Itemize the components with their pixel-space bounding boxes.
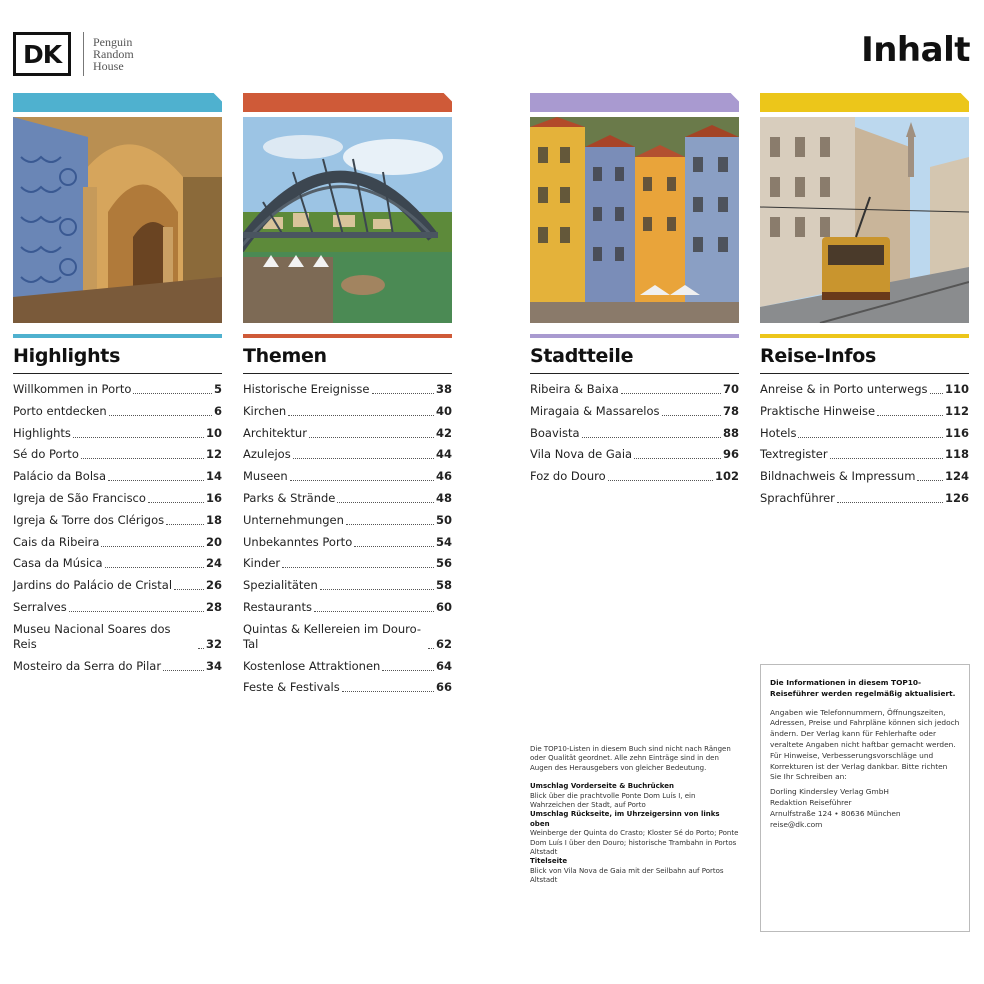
column-heading: Stadtteile bbox=[530, 345, 634, 367]
toc-entry bbox=[13, 578, 222, 593]
toc-entry bbox=[243, 447, 452, 462]
color-rule bbox=[530, 334, 739, 338]
dot-leader bbox=[354, 546, 434, 547]
toc-entry-page: 12 bbox=[205, 447, 222, 462]
dot-leader bbox=[634, 458, 721, 459]
dot-leader bbox=[288, 415, 434, 416]
toc-entry bbox=[760, 404, 969, 419]
toc-entry-page: 5 bbox=[213, 382, 222, 396]
dot-leader bbox=[662, 415, 721, 416]
toc-entry bbox=[530, 382, 739, 397]
toc-entry-title: Cais da Ribeira bbox=[13, 534, 100, 549]
toc-entry bbox=[243, 556, 452, 571]
cover-back-heading: Umschlag Rückseite, im Uhrzeigersinn von links oben bbox=[530, 810, 720, 828]
toc-entry bbox=[13, 404, 222, 419]
toc-entry-title: Museen bbox=[243, 469, 288, 484]
page-title: Inhalt bbox=[861, 30, 970, 70]
toc-entry bbox=[760, 447, 969, 462]
dot-leader bbox=[290, 480, 434, 481]
publisher-name bbox=[93, 36, 134, 72]
toc-entry-page: 124 bbox=[944, 469, 969, 484]
toc-entry bbox=[760, 426, 969, 441]
dot-leader bbox=[73, 437, 204, 438]
toc-entry bbox=[760, 469, 969, 484]
dot-leader bbox=[105, 567, 204, 568]
toc-entry-page: 32 bbox=[205, 636, 222, 651]
color-rule bbox=[243, 334, 452, 338]
toc-list bbox=[13, 382, 222, 674]
toc-entry-title: Sé do Porto bbox=[13, 447, 79, 462]
toc-entry bbox=[243, 426, 452, 441]
toc-entry-title: Unternehmungen bbox=[243, 512, 344, 527]
publisher-line: House bbox=[93, 59, 124, 73]
publisher-line: Random bbox=[93, 47, 134, 61]
dot-leader bbox=[81, 458, 204, 459]
toc-entry bbox=[530, 404, 739, 419]
toc-entry bbox=[760, 491, 969, 506]
toc-entry-title: Jardins do Palácio de Cristal bbox=[13, 578, 173, 593]
toc-entry bbox=[243, 680, 452, 695]
toc-entry-title: Sprachführer bbox=[760, 490, 835, 505]
column-themen bbox=[243, 93, 452, 702]
toc-entry-title: Feste & Festivals bbox=[243, 680, 340, 695]
toc-entry-title: Casa da Música bbox=[13, 556, 103, 571]
credits-small-print bbox=[530, 745, 740, 886]
toc-entry-page: 126 bbox=[944, 490, 969, 505]
toc-entry-title: Kirchen bbox=[243, 403, 287, 418]
toc-entry-page: 88 bbox=[722, 425, 739, 440]
dot-leader bbox=[166, 524, 204, 525]
toc-entry-title: Porto entdecken bbox=[13, 403, 107, 418]
toc-entry bbox=[13, 600, 222, 615]
toc-entry-title: Spezialitäten bbox=[243, 578, 318, 593]
dot-leader bbox=[293, 458, 434, 459]
toc-entry-page: 50 bbox=[435, 512, 452, 527]
divider bbox=[530, 373, 739, 374]
title-page-heading: Titelseite bbox=[530, 857, 568, 866]
toc-entry-page: 20 bbox=[205, 534, 222, 549]
toc-entry-title: Hotels bbox=[760, 425, 797, 440]
toc-entry-page: 46 bbox=[435, 469, 452, 484]
color-rule bbox=[760, 334, 969, 338]
dot-leader bbox=[163, 670, 204, 671]
toc-entry bbox=[13, 491, 222, 506]
toc-list bbox=[530, 382, 739, 484]
dot-leader bbox=[320, 589, 434, 590]
toc-entry-page: 70 bbox=[722, 382, 739, 396]
color-tab bbox=[13, 93, 222, 112]
cover-back-text: Weinberge der Quinta do Crasto; Kloster Sé do Porto; Ponte Dom Luís I über den Douro; historische Trambahn in Portos Altstadt bbox=[530, 829, 739, 857]
toc-entry bbox=[243, 535, 452, 550]
toc-entry-page: 26 bbox=[205, 578, 222, 593]
toc-entry-page: 42 bbox=[435, 425, 452, 440]
column-heading: Highlights bbox=[13, 345, 121, 367]
bridge-photo bbox=[243, 117, 452, 323]
color-tab bbox=[530, 93, 739, 112]
column-heading: Themen bbox=[243, 345, 327, 367]
toc-entry-title: Palácio da Bolsa bbox=[13, 469, 107, 484]
toc-entry-page: 78 bbox=[722, 403, 739, 418]
toc-entry bbox=[530, 447, 739, 462]
dot-leader bbox=[582, 437, 721, 438]
toc-entry-page: 116 bbox=[944, 425, 969, 440]
toc-entry-title: Vila Nova de Gaia bbox=[530, 447, 633, 462]
dot-leader bbox=[930, 393, 943, 394]
toc-entry-page: 34 bbox=[205, 658, 222, 673]
column-highlights bbox=[13, 93, 222, 680]
update-info-box bbox=[760, 664, 970, 932]
toc-entry-title: Igreja de São Francisco bbox=[13, 490, 146, 505]
toc-entry-page: 16 bbox=[205, 490, 222, 505]
toc-list bbox=[760, 382, 969, 506]
dot-leader bbox=[608, 480, 713, 481]
toc-entry-title: Parks & Strände bbox=[243, 490, 336, 505]
toc-entry-page: 48 bbox=[435, 490, 452, 505]
toc-entry bbox=[243, 469, 452, 484]
toc-entry bbox=[530, 469, 739, 484]
dot-leader bbox=[282, 567, 434, 568]
toc-entry-title: Unbekanntes Porto bbox=[243, 534, 353, 549]
title-page-text: Blick von Vila Nova de Gaia mit der Seilbahn auf Portos Altstadt bbox=[530, 866, 724, 885]
cloister-photo bbox=[13, 117, 222, 323]
toc-entry bbox=[243, 659, 452, 674]
dot-leader bbox=[382, 670, 434, 671]
dot-leader bbox=[198, 648, 204, 649]
toc-entry-page: 58 bbox=[435, 578, 452, 593]
toc-entry-title: Willkommen in Porto bbox=[13, 382, 132, 396]
column-heading: Reise-Infos bbox=[760, 345, 877, 367]
toc-entry-page: 38 bbox=[435, 382, 452, 396]
dot-leader bbox=[917, 480, 943, 481]
address-line: Redaktion Reiseführer bbox=[770, 797, 852, 807]
info-body: Angaben wie Telefonnummern, Öffnungszeiten, Adressen, Preise und Fahrpläne können sich jedoch ändern. Der Verlag kann für Fehlerhafte oder veraltete Angaben nicht haftbar gemacht werden. Für Hinweise, Verbesserungsvorschläge und Korrekturen ist der Verlag dankbar. Bitte richten Sie Ihr Schreiben an: bbox=[770, 707, 960, 782]
info-heading: Die Informationen in diesem TOP10-Reiseführer werden regelmäßig aktualisiert. bbox=[770, 678, 956, 698]
dot-leader bbox=[69, 611, 204, 612]
color-tab bbox=[760, 93, 969, 112]
toc-entry bbox=[13, 556, 222, 571]
toc-entry-page: 110 bbox=[944, 382, 969, 396]
divider bbox=[760, 373, 969, 374]
toc-entry-page: 118 bbox=[944, 447, 969, 462]
email-line: reise@dk.com bbox=[770, 819, 823, 829]
tram-photo bbox=[760, 117, 969, 323]
toc-entry bbox=[760, 382, 969, 397]
dot-leader bbox=[428, 648, 434, 649]
toc-entry-title: Museu Nacional Soares dos Reis bbox=[13, 621, 171, 651]
dot-leader bbox=[621, 393, 721, 394]
toc-entry bbox=[243, 491, 452, 506]
toc-entry-title: Highlights bbox=[13, 425, 71, 440]
dot-leader bbox=[101, 546, 204, 547]
address-line: Dorling Kindersley Verlag GmbH bbox=[770, 787, 889, 797]
toc-entry-page: 62 bbox=[435, 636, 452, 651]
cover-front-heading: Umschlag Vorderseite & Buchrücken bbox=[530, 782, 674, 791]
toc-entry-title: Bildnachweis & Impressum bbox=[760, 469, 916, 484]
toc-entry-title: Azulejos bbox=[243, 447, 291, 462]
column-stadtteile bbox=[530, 93, 739, 491]
toc-entry-title: Architektur bbox=[243, 425, 307, 440]
publisher-logo bbox=[13, 32, 134, 76]
logo-divider bbox=[83, 32, 84, 76]
toc-entry bbox=[243, 404, 452, 419]
toc-entry-page: 112 bbox=[944, 403, 969, 418]
dot-leader bbox=[346, 524, 434, 525]
toc-entry bbox=[13, 622, 222, 652]
toc-entry-page: 40 bbox=[435, 403, 452, 418]
dot-leader bbox=[798, 437, 943, 438]
toc-entry bbox=[13, 426, 222, 441]
toc-entry-title: Serralves bbox=[13, 599, 67, 614]
color-tab bbox=[243, 93, 452, 112]
toc-entry-title: Igreja & Torre dos Clérigos bbox=[13, 512, 165, 527]
toc-entry-page: 6 bbox=[213, 403, 222, 418]
address-line: Arnulfstraße 124 • 80636 München bbox=[770, 808, 901, 818]
toc-list bbox=[243, 382, 452, 695]
toc-entry-page: 66 bbox=[435, 680, 452, 695]
toc-entry-page: 18 bbox=[205, 512, 222, 527]
dot-leader bbox=[108, 480, 204, 481]
toc-entry bbox=[243, 622, 452, 652]
toc-entry-title: Foz do Douro bbox=[530, 469, 606, 484]
toc-entry-title: Praktische Hinweise bbox=[760, 403, 876, 418]
dot-leader bbox=[174, 589, 204, 590]
toc-entry-title: Textregister bbox=[760, 447, 828, 462]
dot-leader bbox=[837, 502, 943, 503]
toc-entry-title: Mosteiro da Serra do Pilar bbox=[13, 658, 162, 673]
houses-photo bbox=[530, 117, 739, 323]
dot-leader bbox=[877, 415, 943, 416]
toc-entry-page: 10 bbox=[205, 425, 222, 440]
toc-entry-title: Quintas & Kellereien im Douro-Tal bbox=[243, 621, 422, 651]
toc-entry-page: 96 bbox=[722, 447, 739, 462]
toc-entry-title: Kostenlose Attraktionen bbox=[243, 658, 381, 673]
dot-leader bbox=[148, 502, 204, 503]
toc-entry-title: Restaurants bbox=[243, 599, 312, 614]
toc-entry-page: 24 bbox=[205, 556, 222, 571]
toc-entry-page: 56 bbox=[435, 556, 452, 571]
divider bbox=[13, 373, 222, 374]
dot-leader bbox=[372, 393, 434, 394]
top10-note: Die TOP10-Listen in diesem Buch sind nicht nach Rängen oder Qualität geordnet. Alle zehn Einträge sind in den Augen des Herausgebers von gleicher Bedeutung. bbox=[530, 745, 731, 772]
toc-entry-title: Historische Ereignisse bbox=[243, 382, 370, 396]
toc-entry bbox=[13, 535, 222, 550]
toc-entry-page: 64 bbox=[435, 658, 452, 673]
toc-entry-title: Miragaia & Massarelos bbox=[530, 403, 660, 418]
toc-entry-page: 44 bbox=[435, 447, 452, 462]
toc-entry-page: 28 bbox=[205, 599, 222, 614]
dk-logo: DK bbox=[13, 32, 71, 76]
toc-entry-title: Kinder bbox=[243, 556, 281, 571]
cover-front-text: Blick über die prachtvolle Ponte Dom Luís I, ein Wahrzeichen der Stadt, auf Porto bbox=[530, 791, 696, 810]
publisher-line: Penguin bbox=[93, 35, 133, 49]
toc-entry bbox=[243, 600, 452, 615]
dot-leader bbox=[337, 502, 434, 503]
toc-entry bbox=[13, 469, 222, 484]
toc-entry-page: 14 bbox=[205, 469, 222, 484]
toc-entry-page: 54 bbox=[435, 534, 452, 549]
toc-entry-page: 102 bbox=[714, 469, 739, 484]
dot-leader bbox=[342, 691, 434, 692]
toc-entry bbox=[13, 382, 222, 397]
toc-entry bbox=[243, 382, 452, 397]
toc-entry-page: 60 bbox=[435, 599, 452, 614]
toc-entry bbox=[530, 426, 739, 441]
toc-entry bbox=[13, 447, 222, 462]
dot-leader bbox=[109, 415, 212, 416]
dot-leader bbox=[133, 393, 212, 394]
color-rule bbox=[13, 334, 222, 338]
toc-entry bbox=[243, 578, 452, 593]
toc-entry bbox=[243, 513, 452, 528]
dot-leader bbox=[830, 458, 943, 459]
divider bbox=[243, 373, 452, 374]
toc-entry bbox=[13, 659, 222, 674]
toc-entry-title: Ribeira & Baixa bbox=[530, 382, 619, 396]
toc-entry bbox=[13, 513, 222, 528]
toc-entry-title: Boavista bbox=[530, 425, 580, 440]
column-reise-infos bbox=[760, 93, 969, 513]
toc-entry-title: Anreise & in Porto unterwegs bbox=[760, 382, 928, 396]
dot-leader bbox=[309, 437, 434, 438]
dot-leader bbox=[314, 611, 434, 612]
